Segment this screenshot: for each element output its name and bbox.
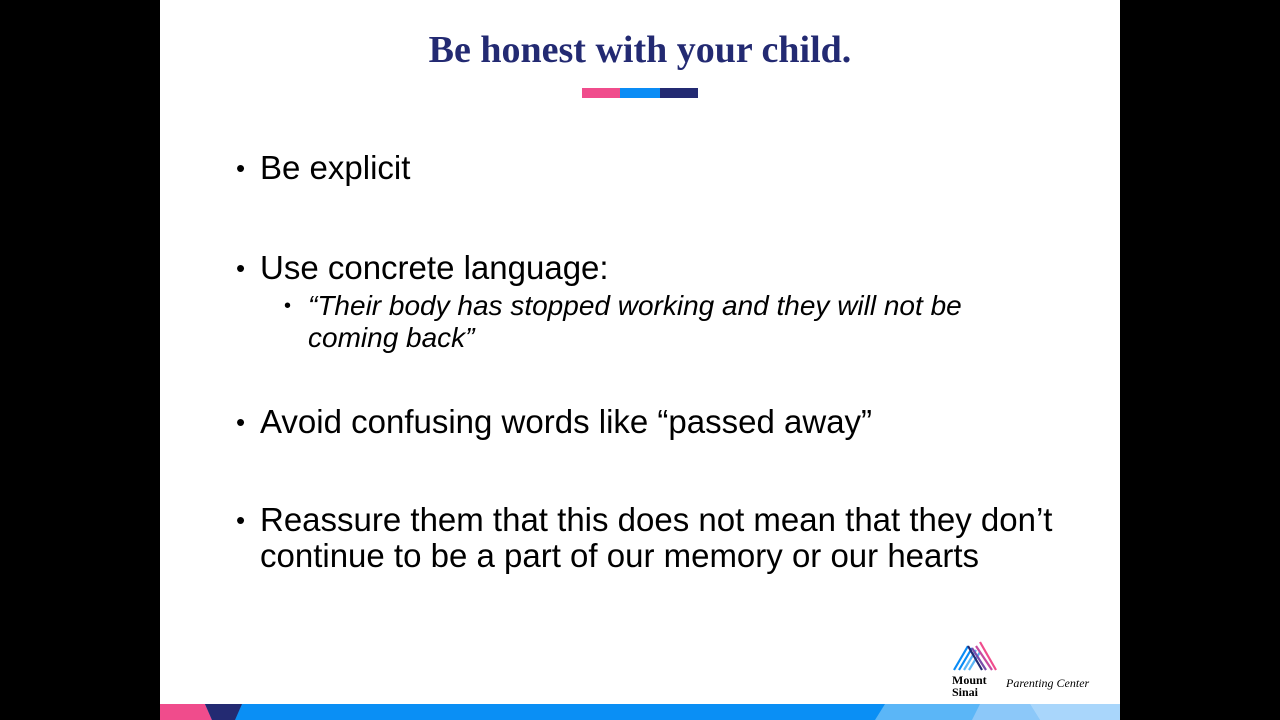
slide-title: Be honest with your child.: [428, 29, 852, 71]
sub-bullet-quote: • “Their body has stopped working and they will not be coming back”: [284, 290, 1028, 354]
bullet-avoid-confusing-words: • Avoid confusing words like “passed away”: [236, 404, 872, 440]
accent-pink: [582, 88, 620, 98]
mount-sinai-logo: [950, 640, 1110, 702]
bullet-concrete-language: • Use concrete language:: [236, 250, 609, 286]
title-accent-bar: [582, 88, 698, 98]
bullet-reassure: • Reassure them that this does not mean that they don’t continue to be a part of our memory or our hearts: [236, 502, 1060, 574]
slide: [160, 0, 1120, 720]
accent-navy: [660, 88, 698, 98]
mount-sinai-mountain-icon: [952, 640, 1002, 672]
logo-wordmark: Mount Sinai: [952, 673, 987, 699]
footer-band: [160, 704, 1120, 720]
logo-subtitle: Parenting Center: [1006, 676, 1090, 690]
accent-blue: [620, 88, 660, 98]
bullet-be-explicit: • Be explicit: [236, 150, 410, 186]
